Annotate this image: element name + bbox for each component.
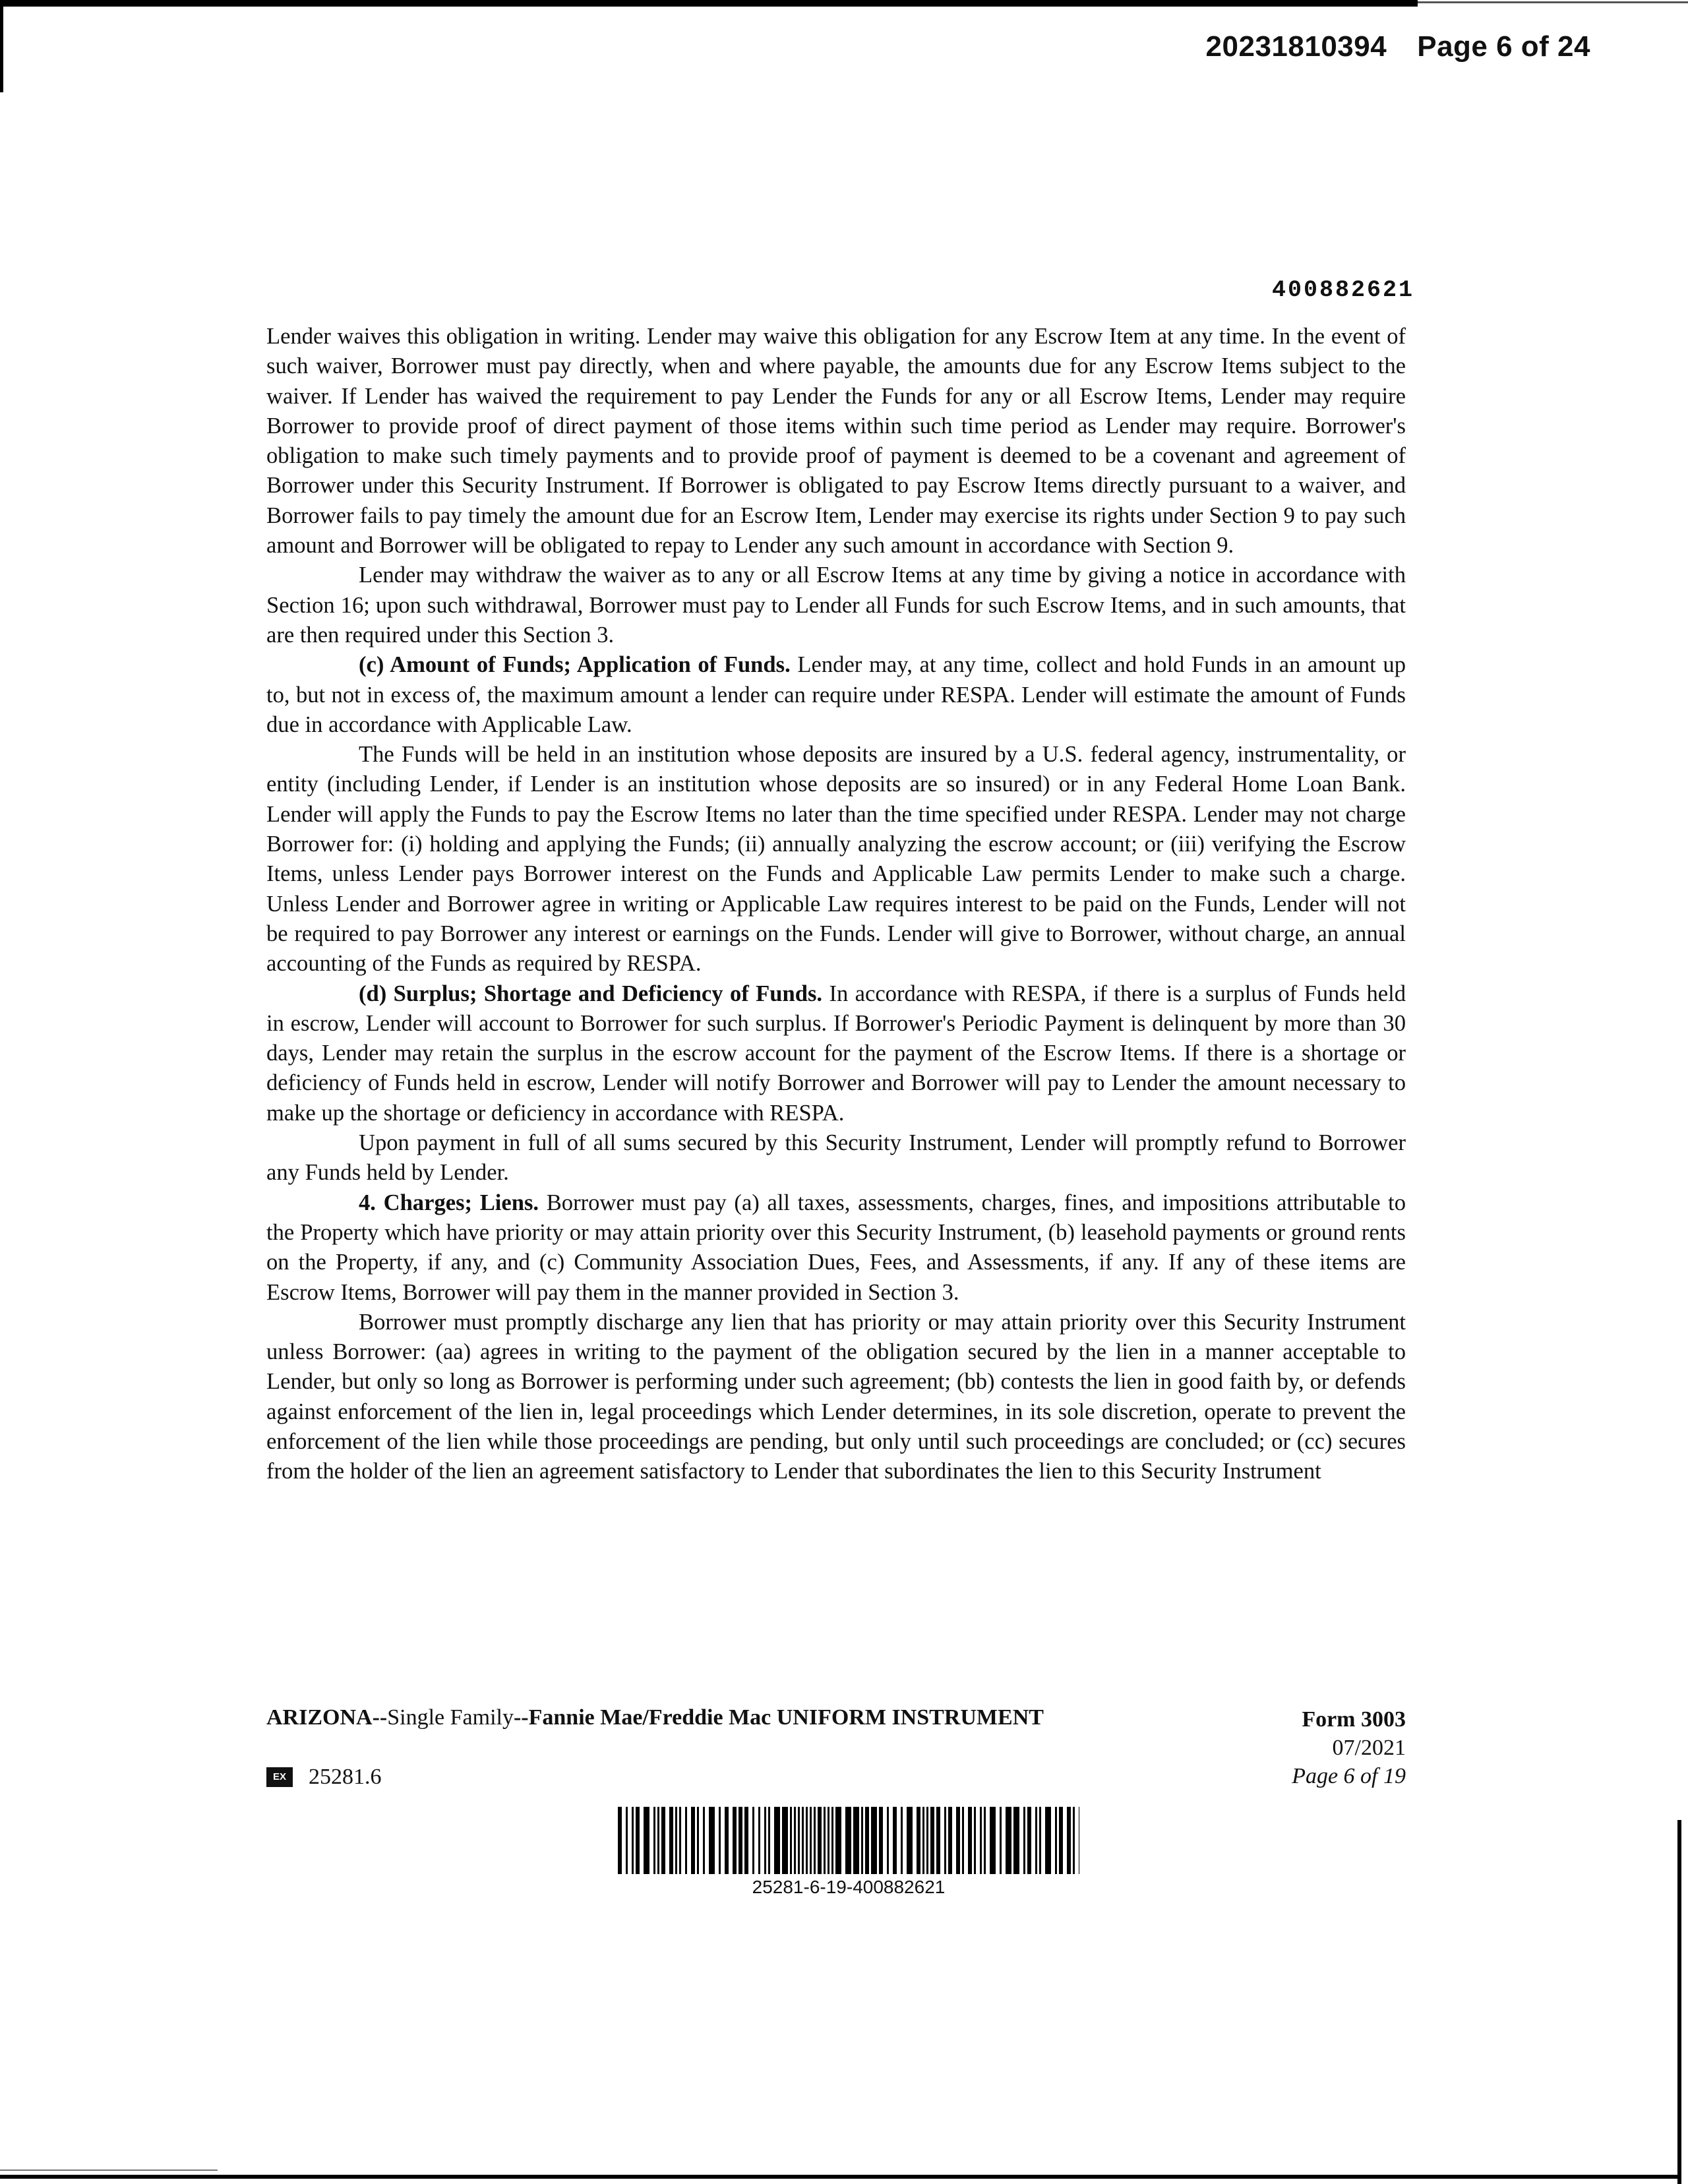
- form-title: [266, 1705, 1044, 1730]
- scan-edge-left: [0, 0, 3, 92]
- scan-edge-top: [0, 0, 1418, 7]
- form-info: [1292, 1705, 1406, 1790]
- paragraph-text: Borrower must pay (a) all taxes, assessments, charges, fines, and impositions attributable to the Property which have priority or may attain priority over this Security Instrument, (b) leasehold payments or ground rents on the Property, if any, and (c) Community Association Dues, Fees, and Assessments, if any. If any of these items are Escrow Items, Borrower will pay them in the manner provided in Section 3.: [266, 1190, 1406, 1305]
- loan-number: 400882621: [1271, 277, 1414, 303]
- section-heading: (c) Amount of Funds; Application of Funds.: [359, 652, 791, 678]
- scan-edge-bottom: [0, 2175, 1681, 2179]
- section-heading: 4. Charges; Liens.: [359, 1190, 539, 1215]
- separator: --: [513, 1705, 529, 1730]
- recording-number: 20231810394: [1205, 30, 1387, 63]
- barcode-text: 25281-6-19-400882621: [752, 1877, 946, 1897]
- paragraph-text: In accordance with RESPA, if there is a surplus of Funds held in escrow, Lender will account to Borrower for such surplus. If Borrower's Periodic Payment is delinquent by more than 30 days, Lender may retain the surplus in the escrow account for the payment of the Escrow Items. If there is a shortage or deficiency of Funds held in escrow, Lender will notify Borrower and Borrower will pay to Lender the amount necessary to make up the shortage or deficiency in accordance with RESPA.: [266, 981, 1406, 1126]
- recording-stamp: [1206, 30, 1590, 63]
- recording-page: Page 6 of 24: [1417, 30, 1590, 63]
- form-page: Page 6 of 19: [1292, 1764, 1406, 1788]
- paragraph: Lender may withdraw the waiver as to any or all Escrow Items at any time by giving a notice in accordance with Section 16; upon such withdrawal, Borrower must pay to Lender all Funds for such Escrow Items, and in such amounts, that are then required under this Section 3.: [266, 562, 1406, 648]
- paragraph: Borrower must promptly discharge any lien that has priority or may attain priority over this Security Instrument unless Borrower: (aa) agrees in writing to the payment of the obligation secured by the lien in a manner acceptable to Lender, but only so long as Borrower is performing under such agreement; (bb) contests the lien in good faith by, or defends against enforcement of the lien in, legal proceedings which Lender determines, in its sole discretion, operate to prevent the enforcement of the lien while those proceedings are pending, but only until such proceedings are concluded; or (cc) secures from the holder of the lien an agreement satisfactory to Lender that subordinates the lien to this Security Instrument: [266, 1309, 1406, 1484]
- scan-edge-bottom-faint: [0, 2169, 218, 2171]
- section-heading: (d) Surplus; Shortage and Deficiency of Funds.: [359, 981, 823, 1006]
- paragraph: [266, 979, 1406, 1128]
- separator: --: [372, 1705, 388, 1730]
- paragraph: [266, 650, 1406, 740]
- paragraph: The Funds will be held in an institution whose deposits are insured by a U.S. federal agency, instrumentality, or entity (including Lender, if Lender is an institution whose deposits are so insured) or in any Federal Home Loan Bank. Lender will apply the Funds to pay the Escrow Items no later than the time specified under RESPA. Lender may not charge Borrower for: (i) holding and applying the Funds; (ii) annually analyzing the escrow account; or (iii) verifying the Escrow Items, unless Lender pays Borrower interest on the Funds and Applicable Law permits Lender to make such a charge. Unless Lender and Borrower agree in writing or Applicable Law requires interest to be paid on the Funds, Lender will not be required to pay Borrower any interest or earnings on the Funds. Lender will give to Borrower, without charge, an annual accounting of the Funds as required by RESPA.: [266, 742, 1406, 977]
- paragraph-text: Lender may, at any time, collect and hold Funds in an amount up to, but not in excess of, the maximum amount a lender can require under RESPA. Lender will estimate the amount of Funds due in accordance with Applicable Law.: [266, 652, 1406, 737]
- property-type: Single Family: [387, 1705, 514, 1730]
- state-name: ARIZONA: [266, 1705, 373, 1730]
- document-body: [266, 322, 1406, 1487]
- ex-code-number: 25281.6: [309, 1765, 382, 1789]
- ex-logo-icon: EX: [266, 1767, 293, 1787]
- instrument-name: Fannie Mae/Freddie Mac UNIFORM INSTRUMENT: [528, 1705, 1044, 1730]
- scan-edge-right: [1677, 1820, 1681, 2184]
- barcode: [618, 1807, 1079, 1874]
- scan-edge-top-faint: [1418, 1, 1688, 3]
- form-date: 07/2021: [1332, 1736, 1406, 1760]
- paragraph: [266, 1188, 1406, 1308]
- paragraph: Lender waives this obligation in writing. Lender may waive this obligation for any Escrow Item at any time. In the event of such waiver, Borrower must pay directly, when and where payable, the amounts due for any Escrow Items subject to the waiver. If Lender has waived the requirement to pay Lender the Funds for any or all Escrow Items, Lender may require Borrower to provide proof of direct payment of those items within such time period as Lender may require. Borrower's obligation to make such timely payments and to provide proof of payment is deemed to be a covenant and agreement of Borrower under this Security Instrument. If Borrower is obligated to pay Escrow Items directly pursuant to a waiver, and Borrower fails to pay timely the amount due for an Escrow Item, Lender may exercise its rights under Section 9 to pay such amount and Borrower will be obligated to repay to Lender any such amount in accordance with Section 9.: [266, 324, 1406, 559]
- ex-code: [266, 1765, 382, 1790]
- paragraph: Upon payment in full of all sums secured by this Security Instrument, Lender will promptly refund to Borrower any Funds held by Lender.: [266, 1130, 1406, 1186]
- form-number: Form 3003: [1302, 1707, 1406, 1732]
